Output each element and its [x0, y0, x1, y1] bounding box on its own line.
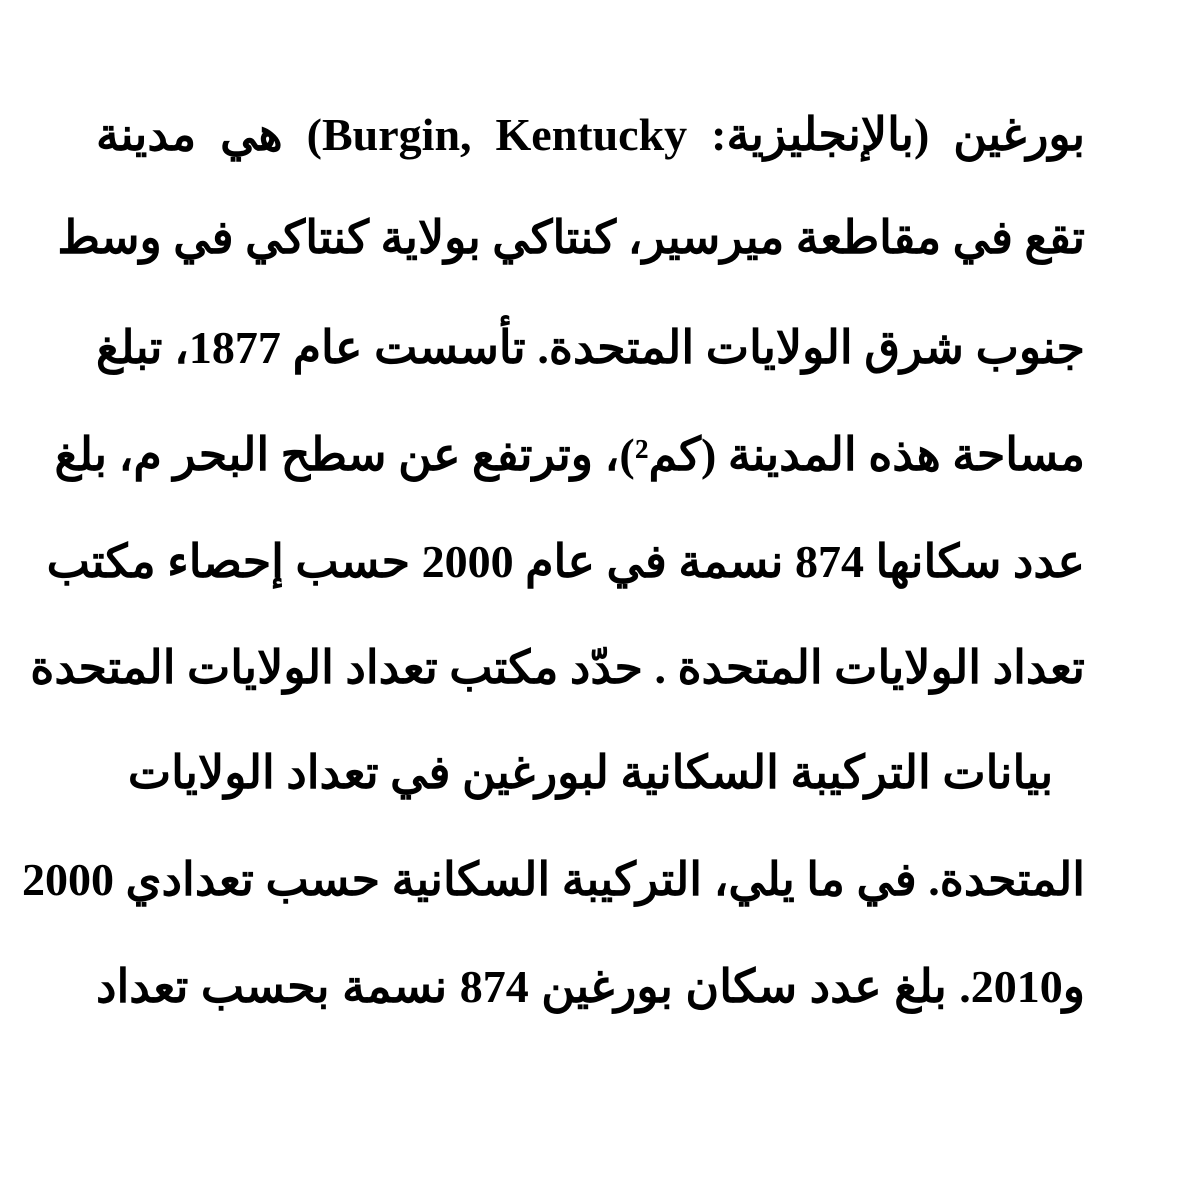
paragraph-line-1: بورغين (بالإنجليزية: Burgin, Kentucky) هي مدينة: [96, 109, 1085, 160]
paragraph-line-9: و2010. بلغ عدد سكان بورغين 874 نسمة بحسب تعداد: [96, 961, 1085, 1012]
paragraph-line-2: تقع في مقاطعة ميرسير، كنتاكي بولاية كنتاكي في وسط: [57, 212, 1085, 263]
paragraph-line-6: تعداد الولايات المتحدة . حدّد مكتب تعداد الولايات المتحدة: [30, 642, 1085, 693]
paragraph-line-8: المتحدة. في ما يلي، التركيبة السكانية حسب تعدادي 2000: [22, 854, 1085, 905]
paragraph-line-7: بيانات التركيبة السكانية لبورغين في تعداد الولايات: [127, 747, 1054, 798]
paragraph-line-4: مساحة هذه المدينة (كم²)، وترتفع عن سطح البحر م، بلغ: [54, 429, 1085, 480]
paragraph-line-5: عدد سكانها 874 نسمة في عام 2000 حسب إحصاء مكتب: [46, 536, 1085, 587]
paragraph-line-3: جنوب شرق الولايات المتحدة. تأسست عام 1877، تبلغ: [96, 322, 1085, 373]
